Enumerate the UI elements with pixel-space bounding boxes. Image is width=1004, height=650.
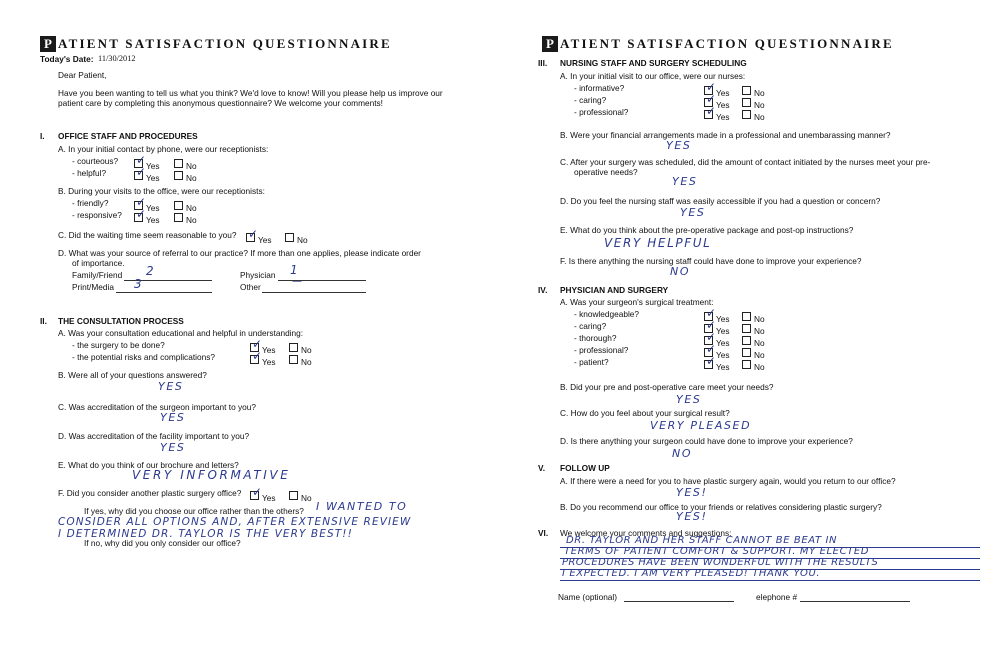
q3a-item-informative: - informative? xyxy=(574,83,625,93)
yes-label: Yes xyxy=(716,88,730,98)
question-1a: A. In your initial contact by phone, were our receptionists: xyxy=(58,144,269,154)
q2a-item-surgery: - the surgery to be done? xyxy=(72,340,165,350)
q4a-item-thorough: - thorough? xyxy=(574,333,617,343)
q1a-item-courteous: - courteous? xyxy=(72,156,119,166)
checkbox-checked[interactable] xyxy=(246,233,255,242)
section-4-number: IV. xyxy=(538,285,548,295)
no-label: No xyxy=(186,161,197,171)
q2a-item-risks: - the potential risks and complications? xyxy=(72,352,215,362)
referral-physician-label: Physician xyxy=(240,270,276,280)
checkbox[interactable] xyxy=(742,110,751,119)
no-label: No xyxy=(754,112,765,122)
checkbox[interactable] xyxy=(742,360,751,369)
no-label: No xyxy=(301,345,312,355)
question-4a: A. Was your surgeon's surgical treatment: xyxy=(560,297,714,307)
no-label: No xyxy=(186,173,197,183)
question-1b: B. During your visits to the office, were our receptionists: xyxy=(58,186,265,196)
question-2f-no-followup: If no, why did you only consider our office? xyxy=(84,538,241,548)
answer-3c[interactable]: YES xyxy=(672,175,698,188)
checkbox-checked[interactable] xyxy=(250,491,259,500)
q1a-item-helpful: - helpful? xyxy=(72,168,107,178)
section-3-title: NURSING STAFF AND SURGERY SCHEDULING xyxy=(560,58,747,68)
referral-family-value[interactable]: 2 xyxy=(146,264,156,278)
question-5b: B. Do you recommend our office to your friends or relatives considering plastic surgery? xyxy=(560,502,882,512)
answer-4b[interactable]: YES xyxy=(676,393,702,406)
q1b-item-friendly: - friendly? xyxy=(72,198,109,208)
question-2a: A. Was your consultation educational and helpful in understanding: xyxy=(58,328,304,338)
question-2d: D. Was accreditation of the facility important to you? xyxy=(58,431,250,441)
intro-line-2: patient care by completing this anonymous questionnaire? We welcome your comments! xyxy=(58,98,383,108)
q1b-responsive-yes[interactable] xyxy=(134,210,160,228)
answer-5a[interactable]: YES! xyxy=(676,486,708,499)
telephone-label: elephone # xyxy=(756,592,798,602)
no-label: No xyxy=(297,235,308,245)
question-2b: B. Were all of your questions answered? xyxy=(58,370,207,380)
question-2f: F. Did you consider another plastic surgery office? xyxy=(58,488,242,498)
yes-label: Yes xyxy=(146,215,160,225)
checkbox[interactable] xyxy=(742,98,751,107)
q4a-patient-no[interactable] xyxy=(742,357,765,375)
q2f-yes[interactable] xyxy=(250,488,276,506)
referral-physician-value[interactable]: 1 xyxy=(290,263,300,277)
q4a-item-patient: - patient? xyxy=(574,357,609,367)
checkbox[interactable] xyxy=(174,159,183,168)
answer-4d[interactable]: NO xyxy=(672,447,693,460)
question-3c-line-1: C. After your surgery was scheduled, did the amount of contact initiated by the nurses meet your pre- xyxy=(560,157,931,167)
section-4-title: PHYSICIAN AND SURGERY xyxy=(560,285,669,295)
no-label: No xyxy=(754,100,765,110)
section-5-title: FOLLOW UP xyxy=(560,463,610,473)
q1a-helpful-yes[interactable] xyxy=(134,168,160,186)
answer-2e[interactable]: VERY INFORMATIVE xyxy=(132,468,291,482)
no-label: No xyxy=(301,357,312,367)
question-3e: E. What do you think about the pre-operative package and post-op instructions? xyxy=(560,225,854,235)
checkbox[interactable] xyxy=(742,348,751,357)
question-2e: E. What do you think of our brochure and letters? xyxy=(58,460,239,470)
section-3-number: III. xyxy=(538,58,548,68)
referral-other-line xyxy=(262,292,366,293)
question-3b: B. Were your financial arrangements made in a professional and unembarassing manner? xyxy=(560,130,891,140)
question-3a: A. In your initial visit to our office, were our nurses: xyxy=(560,71,746,81)
yes-label: Yes xyxy=(258,235,272,245)
page-title-right xyxy=(542,36,894,52)
no-label: No xyxy=(754,350,765,360)
questionnaire-page-right xyxy=(500,0,1004,650)
checkbox[interactable] xyxy=(174,201,183,210)
checkbox-checked[interactable] xyxy=(134,213,143,222)
section-1-title: OFFICE STAFF AND PROCEDURES xyxy=(58,131,198,141)
checkbox[interactable] xyxy=(742,86,751,95)
q4a-patient-yes[interactable] xyxy=(704,357,730,375)
section-1-number: I. xyxy=(40,131,45,141)
q1c-yes[interactable] xyxy=(246,230,272,248)
section-5-number: V. xyxy=(538,463,546,473)
question-4c: C. How do you feel about your surgical result? xyxy=(560,408,730,418)
page-title xyxy=(40,36,392,52)
comment-line-1[interactable]: DR. TAYLOR AND HER STAFF CANNOT BE BEAT IN xyxy=(566,535,838,546)
answer-2f-line-1[interactable]: I WANTED TO xyxy=(316,500,408,513)
checkbox[interactable] xyxy=(742,336,751,345)
comment-line-3[interactable]: PROCEDURES HAVE BEEN WONDERFUL WITH THE RESULTS xyxy=(562,557,879,568)
referral-print-label: Print/Media xyxy=(72,282,114,292)
answer-3d[interactable]: YES xyxy=(680,206,706,219)
checkbox[interactable] xyxy=(289,343,298,352)
name-label: Name (optional) xyxy=(558,592,618,602)
answer-3e[interactable]: VERY HELPFUL xyxy=(604,236,712,250)
answer-2d[interactable]: YES xyxy=(160,441,186,454)
question-4d: D. Is there anything your surgeon could have done to improve your experience? xyxy=(560,436,853,446)
no-label: No xyxy=(754,88,765,98)
section-2-number: II. xyxy=(40,316,47,326)
referral-print-line xyxy=(116,292,212,293)
date-label: Today's Date: xyxy=(40,54,94,64)
q1c-no[interactable] xyxy=(285,230,308,248)
yes-label: Yes xyxy=(262,345,276,355)
q3a-item-caring: - caring? xyxy=(574,95,607,105)
comment-line-4[interactable]: I EXPECTED. I AM VERY PLEASED! THANK YOU. xyxy=(562,568,821,579)
question-1c: C. Did the waiting time seem reasonable to you? xyxy=(58,230,237,240)
answer-2f-line-2[interactable]: CONSIDER ALL OPTIONS AND, AFTER EXTENSIVE REVIEW xyxy=(58,516,412,528)
answer-5b[interactable]: YES! xyxy=(676,510,708,523)
checkbox[interactable] xyxy=(742,312,751,321)
name-line[interactable] xyxy=(624,601,734,602)
yes-label: Yes xyxy=(262,357,276,367)
q2a-risks-no[interactable] xyxy=(289,352,312,370)
question-2f-yes-followup: If yes, why did you choose our office rather than the others? xyxy=(84,506,304,516)
question-5a: A. If there were a need for you to have plastic surgery again, would you return to our office? xyxy=(560,476,896,486)
answer-2b[interactable]: YES xyxy=(158,380,184,393)
yes-label: Yes xyxy=(716,112,730,122)
checkbox[interactable] xyxy=(174,213,183,222)
question-3f: F. Is there anything the nursing staff could have done to improve your experience? xyxy=(560,256,862,266)
q4a-item-caring: - caring? xyxy=(574,321,607,331)
checkbox[interactable] xyxy=(285,233,294,242)
question-3c-line-2: operative needs? xyxy=(574,167,638,177)
checkbox-checked[interactable] xyxy=(134,171,143,180)
answer-3f[interactable]: NO xyxy=(670,265,691,278)
yes-label: Yes xyxy=(716,350,730,360)
checkbox[interactable] xyxy=(289,355,298,364)
yes-label: Yes xyxy=(146,161,160,171)
yes-label: Yes xyxy=(146,173,160,183)
intro-line-1: Have you been wanting to tell us what you think? We'd love to know! Will you please help us improve our xyxy=(58,88,443,98)
yes-label: Yes xyxy=(146,203,160,213)
no-label: No xyxy=(754,362,765,372)
question-1d-line-1: D. What was your source of referral to our practice? If more than one applies, please indicate order xyxy=(58,248,421,258)
section-6-number: VI. xyxy=(538,528,549,538)
comment-line-2[interactable]: TERMS OF PATIENT COMFORT & SUPPORT. MY ELECTED xyxy=(564,546,870,557)
questionnaire-page-left xyxy=(0,0,500,650)
yes-label: Yes xyxy=(716,100,730,110)
question-1d-line-2: of importance. xyxy=(72,258,125,268)
no-label: No xyxy=(754,314,765,324)
question-2c: C. Was accreditation of the surgeon important to you? xyxy=(58,402,256,412)
no-label: No xyxy=(301,493,312,503)
answer-3b[interactable]: YES xyxy=(666,139,692,152)
no-label: No xyxy=(186,215,197,225)
checkbox[interactable] xyxy=(174,171,183,180)
q4a-item-knowledgeable: - knowledgeable? xyxy=(574,309,640,319)
q3a-professional-yes[interactable] xyxy=(704,107,730,125)
no-label: No xyxy=(754,338,765,348)
q1a-helpful-no[interactable] xyxy=(174,168,197,186)
title-initial: P xyxy=(40,36,56,52)
referral-other-value[interactable]: — xyxy=(292,276,304,287)
date-value: 11/30/2012 xyxy=(98,54,136,63)
telephone-line[interactable] xyxy=(800,601,910,602)
checkbox[interactable] xyxy=(289,491,298,500)
q3a-item-professional: - professional? xyxy=(574,107,629,117)
comments-label: We welcome your comments and suggestions: xyxy=(560,528,732,538)
yes-label: Yes xyxy=(716,314,730,324)
q1b-item-responsive: - responsive? xyxy=(72,210,122,220)
no-label: No xyxy=(186,203,197,213)
referral-print-value[interactable]: 3 xyxy=(134,277,144,291)
yes-label: Yes xyxy=(716,362,730,372)
answer-2f-line-3[interactable]: I DETERMINED DR. TAYLOR IS THE VERY BEST!! xyxy=(58,528,353,540)
greeting: Dear Patient, xyxy=(58,70,107,80)
checkbox-checked[interactable] xyxy=(704,360,713,369)
checkbox-checked[interactable] xyxy=(704,110,713,119)
checkbox[interactable] xyxy=(742,324,751,333)
comment-rule-4 xyxy=(560,580,980,581)
no-label: No xyxy=(754,326,765,336)
title-text: ATIENT SATISFACTION QUESTIONNAIRE xyxy=(58,36,392,51)
q2f-no[interactable] xyxy=(289,488,312,506)
q1b-responsive-no[interactable] xyxy=(174,210,197,228)
q4a-item-professional: - professional? xyxy=(574,345,629,355)
referral-other-label: Other xyxy=(240,282,261,292)
yes-label: Yes xyxy=(262,493,276,503)
yes-label: Yes xyxy=(716,338,730,348)
yes-label: Yes xyxy=(716,326,730,336)
answer-2c[interactable]: YES xyxy=(160,411,186,424)
section-2-title: THE CONSULTATION PROCESS xyxy=(58,316,184,326)
checkbox-checked[interactable] xyxy=(250,355,259,364)
question-3d: D. Do you feel the nursing staff was easily accessible if you had a question or concern? xyxy=(560,196,881,206)
referral-family-label: Family/Friend xyxy=(72,270,123,280)
answer-4c[interactable]: VERY PLEASED xyxy=(650,419,752,432)
title-initial: P xyxy=(542,36,558,52)
q2a-risks-yes[interactable] xyxy=(250,352,276,370)
q3a-professional-no[interactable] xyxy=(742,107,765,125)
question-4b: B. Did your pre and post-operative care meet your needs? xyxy=(560,382,774,392)
title-text: ATIENT SATISFACTION QUESTIONNAIRE xyxy=(560,36,894,51)
